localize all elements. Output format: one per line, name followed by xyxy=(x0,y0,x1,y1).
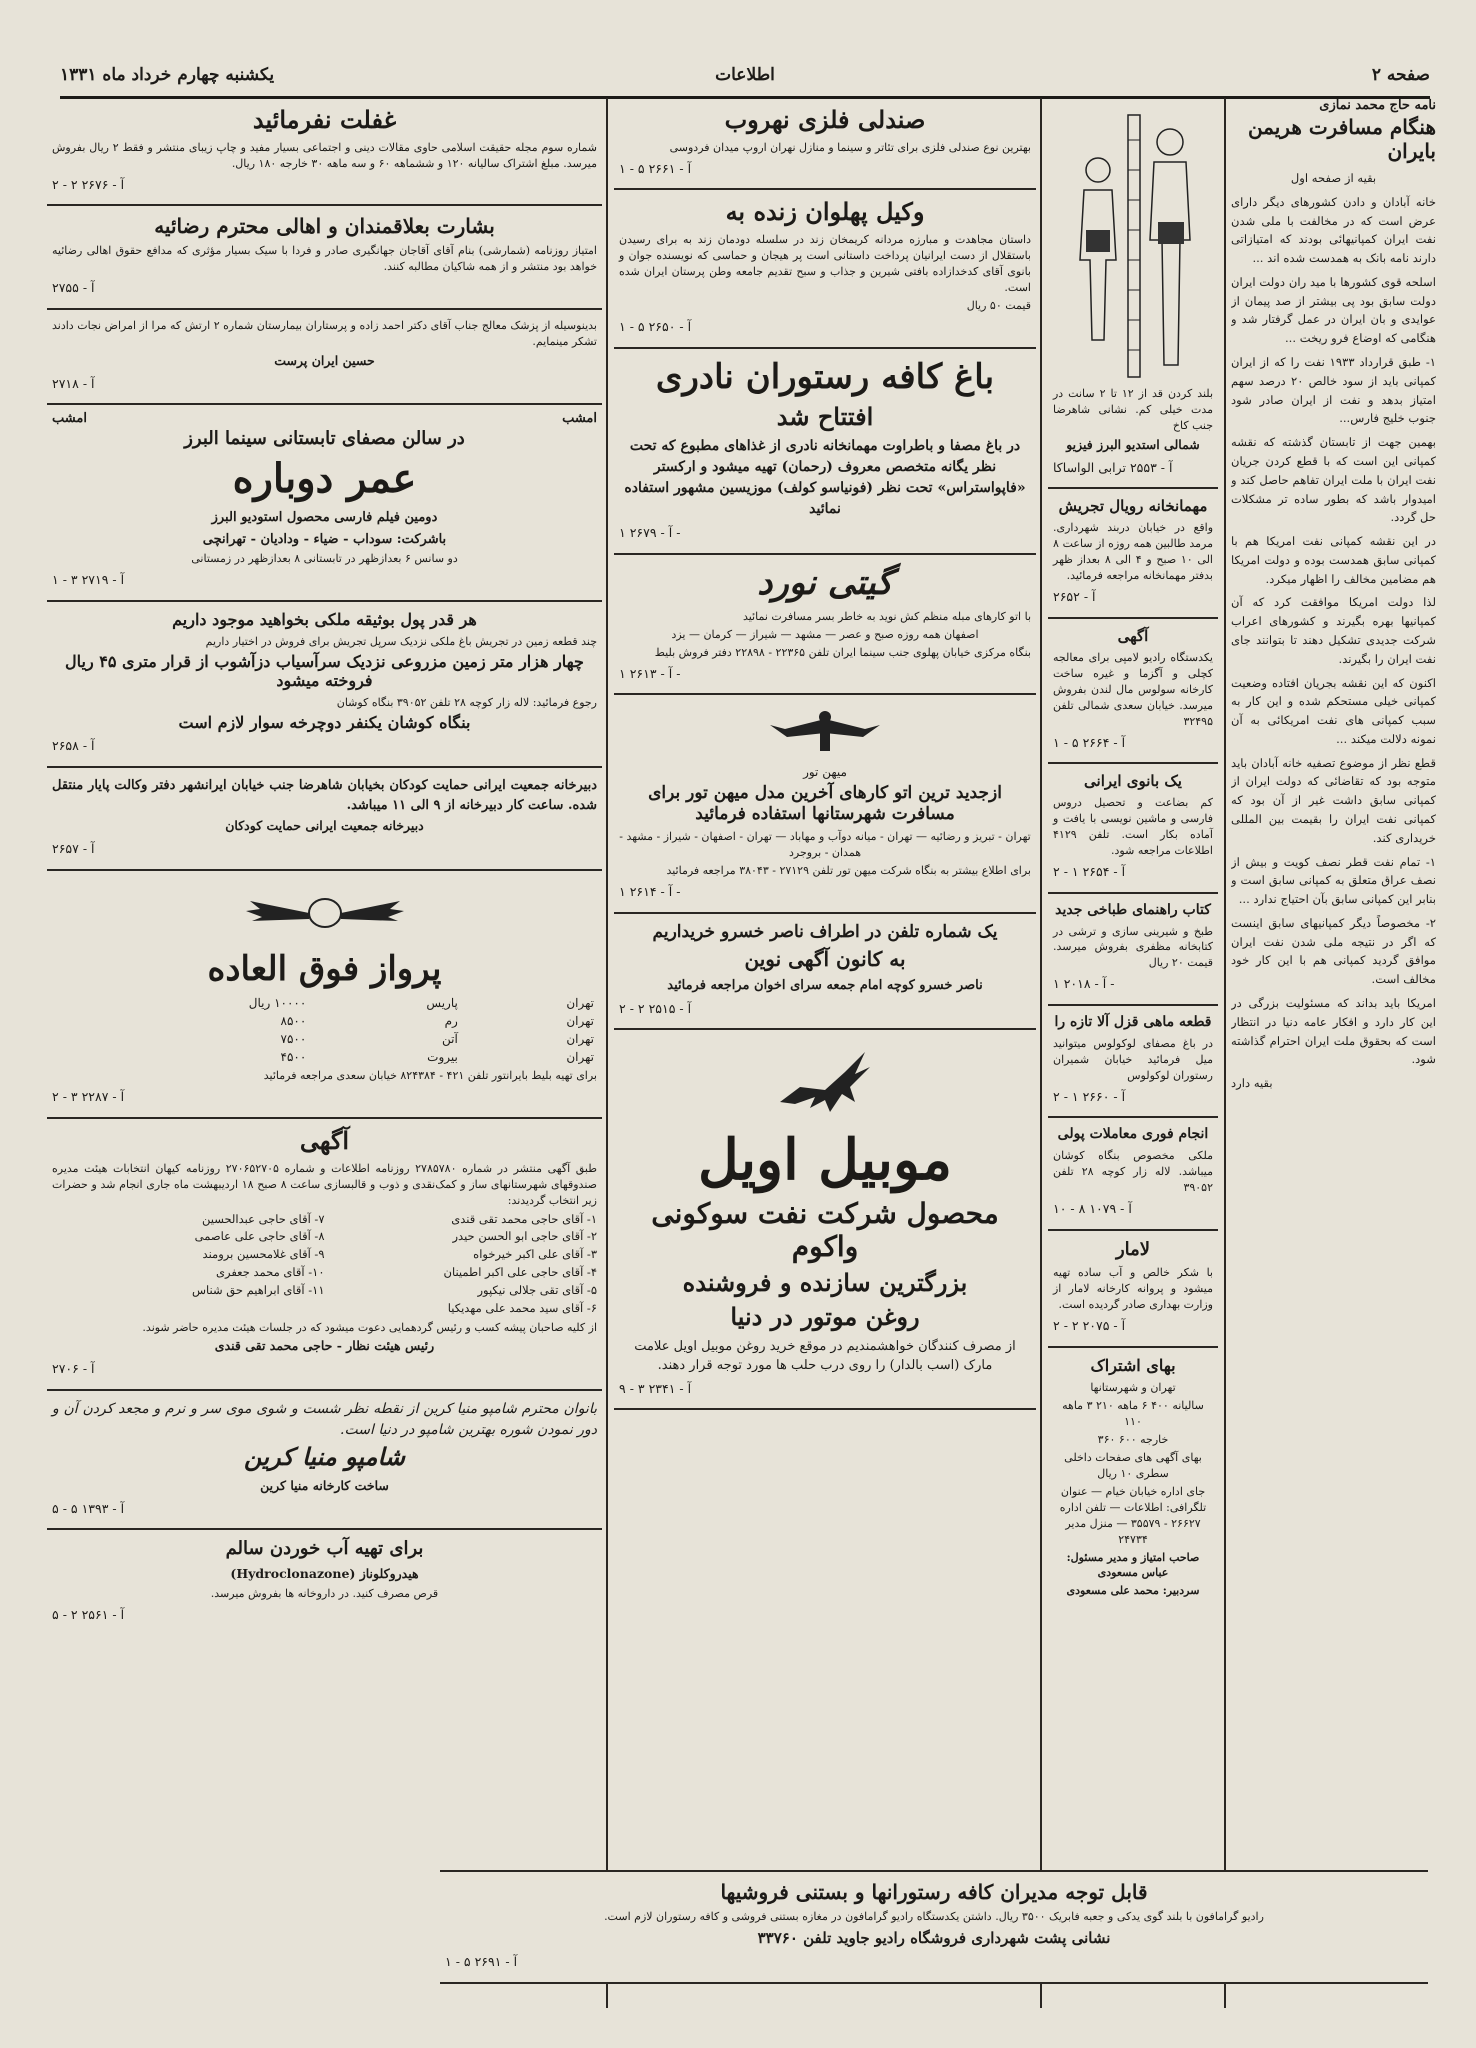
article-paragraph: ۱- تمام نفت قطر نصف کویت و بیش از نصف عراق متعلق به کمپانی سابق است و بنابر این کمپانی سابق بآن احتیاج ندارد ... xyxy=(1231,854,1436,907)
subscription-row: خارجه ۶۰۰ ۳۶۰ xyxy=(1097,1432,1169,1446)
ad-tag: امشب xyxy=(52,411,87,427)
ad-text: کم بضاعت و تحصیل دروس فارسی و ماشین نویسی با یافت و آماده بکار است. تلفن ۴۱۲۹ اطلاعات مراجعه شود. xyxy=(1053,796,1213,858)
ad-text: رادیو گرامافون با بلند گوی یدکی و جعبه فابریک ۳۵۰۰ ریال. داشتن یکدستگاه رادیو گرامافون در مغازه بستنی فروشی و کافه رستوران لازم است. xyxy=(604,1910,1264,1923)
ad-text: دومین فیلم فارسی محصول استودیو البرز xyxy=(211,510,438,526)
article-paragraph: اکنون که این نقشه بجریان افتاده وضعیت کمپانی خیلی مستحکم شده و این کار به سبب کمپانی های نفت امریکائی به آن نمونه دلالت میکند ... xyxy=(1231,675,1436,746)
ad-maker: ساخت کارخانه منیا کرین xyxy=(260,1477,389,1493)
article-kicker: نامه حاج محمد نمازی xyxy=(1319,98,1436,113)
list-item: ۴- آقای حاجی علی اکبر اطمینان xyxy=(443,1265,597,1280)
winged-emblem-icon xyxy=(765,707,885,757)
ad-banu xyxy=(1048,764,1218,894)
ad-text: با اتو کارهای مبله منظم کش نوید به خاطر بسر مسافرت نمائید xyxy=(742,609,1031,623)
ad-title: پرواز فوق العاده xyxy=(207,948,442,989)
ad-radio-bar xyxy=(440,1870,1428,1984)
ad-subtitle: افتتاح شد xyxy=(776,401,874,431)
ad-text: امتیاز روزنامه (شمارشی) بنام آقای آقاجان جهانگیری صادر و فردا با سیک بسیار مؤثری که مدافع حقوق اهالی رضائیه خواهد بود منتشر و از همه شاکیان مطالبه کنند. xyxy=(52,244,597,274)
ad-line: بزرگترین سازنده و فروشنده xyxy=(682,1267,968,1297)
ad-hydroclonazone xyxy=(47,1530,602,1634)
ad-code: آ - ۱۰۷۹ ۸ - ۱۰ xyxy=(1053,1201,1132,1217)
pegasus-logo xyxy=(619,1042,1031,1122)
ad-title: لامار xyxy=(1115,1238,1151,1260)
ad-title: قطعه ماهی قزل آلا تازه را xyxy=(1054,1014,1212,1031)
ad-logo-text: میهن تور xyxy=(803,765,847,780)
ad-code: آ - ۲۷۱۹ ۳ - ۱ xyxy=(52,571,125,587)
list-item: ۵- آقای تقی جلالی نیکپور xyxy=(477,1282,597,1297)
article-paragraph: قطع نظر از موضوع تصفیه خانه آبادان باید متوجه بود که تقاضائی که دولت ایران از کمپانی سابق داشت غیر از آن بود که کمپانی نفت ایران را بقیمت بین المللی خریداری کند. xyxy=(1231,755,1436,845)
ad-title: وکیل پهلوان زنده به xyxy=(725,197,925,227)
ad-text: از مصرف کنندگان خواهشمندیم در موقع خرید روغن موبیل اویل علامت مارک (اسب بالدار) را روی درب حلب ها مورد توجه قرار دهند. xyxy=(634,1338,1016,1374)
ad-line: روغن موتور در دنیا xyxy=(730,1301,920,1331)
ad-hall: در سالن مصفای تابستانی سینما البرز xyxy=(184,428,465,450)
subscription-owner: صاحب امتیاز و مدیر مسئول: عباس مسعودی xyxy=(1066,1550,1200,1580)
ad-agahi-radio xyxy=(1048,619,1218,764)
ad-title: غفلت نفرمائید xyxy=(252,105,397,134)
subscription-title: بهای اشتراک xyxy=(1090,1355,1176,1375)
ad-code: آ - ۲۵۶۱ ۲ - ۵ xyxy=(52,1606,125,1622)
ad-code: آ - ۲۶۱۳ ۱ - xyxy=(619,665,681,681)
ad-title: آگهی xyxy=(299,1126,350,1156)
ad-price: قیمت ۵۰ ریال xyxy=(966,299,1031,313)
list-item: ۷- آقای حاجی عبدالحسین xyxy=(201,1211,325,1226)
subscription-row: بهای آگهی های صفحات داخلی سطری ۱۰ ریال xyxy=(1064,1450,1202,1480)
paper-name: اطلاعات xyxy=(715,65,775,85)
ad-title: بنگاه کوشان یکنفر دوچرخه سوار لازم است xyxy=(178,713,471,733)
ad-text: بانوان محترم شامپو منیا کرین از نقطه نظر شست و شوی موی سر و نرم و مجعد کردن آن و دور نمودن شوره بهترین شامپو در دنیا است. xyxy=(52,1400,597,1438)
ad-fish xyxy=(1048,1006,1218,1118)
ad-title: چهار هزار متر زمین مزروعی نزدیک سرآسیاب دزآشوب از قرار متری ۴۵ ریال فروخته میشود xyxy=(65,651,584,691)
table-row: تهران پاریس ۱۰۰۰۰ ریال xyxy=(248,996,594,1011)
ad-vakil xyxy=(614,190,1036,348)
ad-bongah xyxy=(1048,1118,1218,1230)
ad-title: موبیل اویل xyxy=(698,1127,952,1194)
subscription-address: جای اداره خیابان خیام — عنوان تلگرافی: اطلاعات — تلفن اداره ۲۶۶۲۷ - ۳۵۵۷۹ — منزل مدیر ۲۴۷۳۴ xyxy=(1059,1484,1207,1546)
wings-logo xyxy=(52,883,597,943)
ad-mobil-oil xyxy=(614,1030,1036,1410)
ad-code: آ - ۲۶۵۰ ۵ - ۱ xyxy=(619,318,692,334)
ad-routes: اصفهان همه روزه صبح و عصر — مشهد — شیراز — کرمان — یزد xyxy=(671,627,979,641)
ad-signature: دبیرخانه جمعیت ایرانی حمایت کودکان xyxy=(225,818,424,834)
article-paragraph: در این نقشه کمپانی نفت امریکا هم با کمپانی سابق همدست بوده و دولت امریکا هم مضامین مخالف را اظهار میکرد. xyxy=(1231,534,1436,586)
ad-title: صندلی فلزی نهروب xyxy=(724,105,926,134)
narrow-ad-column xyxy=(1048,98,1218,2008)
ad-code: آ - ۲۷۱۸ xyxy=(52,375,95,391)
ad-code: آ - ۲۰۷۵ ۲ - ۲ xyxy=(1053,1318,1126,1334)
ad-text: شماره سوم مجله حقیقت اسلامی حاوی مقالات دینی و اجتماعی بسیار مفید و چاپ زیبای منتشر و فقط ۲ ریال بفروش میرسد. مبلغ اشتراک سالیانه ۱۲۰ و ششماهه ۶۰ و سه ماهه ۳۰ خارجه ۱۸۰ ریال. xyxy=(52,140,597,170)
page-number: صفحه ۲ xyxy=(1371,65,1430,85)
ad-besharat xyxy=(47,206,602,310)
ad-text: ملکی مخصوص بنگاه کوشان میباشد. لاله زار کوچه ۲۸ تلفن ۳۹۰۵۲ xyxy=(1053,1149,1213,1195)
ad-product: هیدروکلوناز (Hydroclonazone) xyxy=(230,1565,419,1581)
ad-text: در باغ مصفای لوکولوس میتوانید میل فرمائید خیابان شمیران رستوران لوکولوس xyxy=(1053,1036,1213,1082)
subscription-box xyxy=(1048,1348,1218,1609)
ad-code: آ - ۲۲۸۷ ۳ - ۲ xyxy=(52,1089,125,1105)
list-item: ۳- آقای علی اکبر خیرخواه xyxy=(473,1247,597,1262)
ad-text: داستان مجاهدت و مبارزه مردانه کریمخان زند در سلسله دودمان زند به برای رسیدن باستقلال از دست ایرانیان پرداخت داستانی است پر هیجان و حماسی که نویسنده جوان و بانوی آقای کدخدازاده بافتی شیرین و جذاب و سبح تقدیم جامعه وطن پرستان ایران شده است. xyxy=(619,233,1031,295)
mihantour-logo xyxy=(619,707,1031,757)
ad-code: آ - ۲۶۵۲ xyxy=(1053,589,1096,605)
article-continued: بقیه از صفحه اول xyxy=(1290,171,1377,185)
ad-text: رجوع فرمائید: لاله زار کوچه ۲۸ تلفن ۳۹۰۵۲ بنگاه کوشان xyxy=(336,696,597,710)
ad-code: آ - ۲۳۴۱ ۳ - ۹ xyxy=(619,1380,692,1396)
column-rule xyxy=(606,98,608,2008)
ad-routes: تهران - تبریز و رضائیه — تهران - میانه دوآب و مهاباد — تهران - اصفهان - شیراز - مشهد - همدان - بروجرد xyxy=(619,830,1031,860)
ad-title: آگهی xyxy=(1117,626,1149,645)
ad-code: آ - ۲۶۹۱ ۵ - ۱ xyxy=(445,1954,518,1970)
ad-subtitle: به کانون آگهی نوین xyxy=(744,947,906,972)
article-column xyxy=(1231,98,1436,2008)
ad-text: طبخ و شیرینی سازی و ترشی در کتابخانه مظفری بفروش میرسد. قیمت ۲۰ ریال xyxy=(1053,924,1213,970)
article-paragraph: امریکا باید بداند که مسئولیت بزرگی در این کار دارد و افکار عامه دنیا در انتظار است که بحقوق ملت ایران احترام گذاشته شود. xyxy=(1231,996,1436,1067)
article-footer: بقیه دارد xyxy=(1231,1076,1273,1091)
ad-subtitle: محصول شرکت نفت سوکونی واکوم xyxy=(651,1196,999,1264)
ad-text: دبیرخانه جمعیت ایرانی حمایت کودکان بخیابان شاهرضا جنب خیابان ایرانشهر دفتر وکالت پایار منتقل شده. ساعت کار دبیرخانه از ۹ الی ۱۱ میباشد. xyxy=(52,778,597,813)
ad-mihantour xyxy=(614,695,1036,913)
ad-code: آ - ۲۷۰۶ xyxy=(52,1361,95,1377)
ad-shop: شمالی استدیو البرز فیزیو xyxy=(1066,436,1200,452)
ad-text: واقع در خیابان دربند شهرداری. مرمد طالبین همه روزه از ساعت ۸ الی ۱۰ صبح و ۴ الی ۸ بعداز ظهر بدفتر مهمانخانه مراجعه فرمائید. xyxy=(1053,521,1213,583)
table-row: تهران بیروت ۴۵۰۰ xyxy=(280,1050,594,1065)
ad-code: آ - ۲۶۵۸ xyxy=(52,738,95,754)
ad-text: یکدستگاه رادیو لامپی برای معالجه کچلی و آگزما و غیره ساخت کارخانه سولوس مال لندن بفروش میرسد. خیابان سعدی شمالی تلفن ۳۲۴۹۵ xyxy=(1053,650,1213,728)
ad-cinema-alborz xyxy=(47,405,602,601)
subscription-row: تهران و شهرستانها xyxy=(1090,1381,1176,1395)
ad-signature: حسین ایران پرست xyxy=(274,352,375,368)
figure-illustration xyxy=(1053,110,1213,380)
ad-title: عمر دوباره xyxy=(232,455,417,503)
ad-title: بشارت بعلاقمندان و اهالی محترم رضائیه xyxy=(154,214,495,239)
ad-title: ازجدید ترین اتو کارهای آخرین مدل میهن تور برای مسافرت شهرستانها استفاده فرمائید xyxy=(648,783,1002,824)
list-item: ۱- آقای حاجی محمد تقی قندی xyxy=(451,1211,597,1226)
ad-signature: رئیس هیئت نظار - حاجی محمد تقی قندی xyxy=(214,1338,435,1354)
ad-code: آ - ۲۶۵۴ ۱ - ۲ xyxy=(1053,864,1126,879)
article-paragraph: ۲- مخصوصاً دیگر کمپانیهای سابق اینست که اگر در نتیجه ملی شدن نفت ایران موافق گردید کمپانی هم با این کار خود مخالف است. xyxy=(1231,915,1436,987)
height-chart-figures-icon xyxy=(1058,110,1208,380)
ad-title: برای تهیه آب خوردن سالم xyxy=(225,1538,424,1560)
column-rule xyxy=(1224,98,1226,2008)
list-item: ۱۱- آقای ابراهیم حق شناس xyxy=(191,1282,325,1297)
ad-model xyxy=(1048,98,1218,489)
list-item: ۸- آقای حاجی علی عاصمی xyxy=(194,1229,325,1244)
ad-code: آ - ۲۵۱۵ ۲ - ۲ xyxy=(619,1000,692,1016)
ad-code: آ - ۲۵۵۳ ترابی الواساکا xyxy=(1053,459,1173,475)
ad-ghaflat xyxy=(47,98,602,206)
ad-code: آ - ۲۶۷۹ ۱ - xyxy=(619,525,681,541)
pegasus-icon xyxy=(770,1042,880,1122)
ad-agahi-election xyxy=(47,1119,602,1391)
ad-text: برای اطلاع بیشتر به بنگاه شرکت میهن تور تلفن ۲۷۱۲۹ - ۳۸۰۴۳ مراجعه فرمائید xyxy=(666,864,1031,878)
fare-table xyxy=(52,994,597,1066)
name-list xyxy=(52,1211,597,1318)
ad-text: بدینوسیله از پزشک معالج جناب آقای دکتر احمد زاده و پرستاران بیمارستان شماره ۲ ارتش که مرا از امراض نجات دادند تشکر مینمایم. xyxy=(52,319,597,348)
ad-code: آ - ۱۳۹۳ ۵ - ۵ xyxy=(52,1500,125,1516)
ad-title: قابل توجه مدیران کافه رستورانها و بستنی فروشیها xyxy=(720,1880,1148,1904)
ad-naserkhosrow xyxy=(614,914,1036,1031)
ad-lamar xyxy=(1048,1231,1218,1348)
article-paragraph: اسلحه قوی کشورها با مید ران دولت ایران دولت سابق بود پی بیشتر از صد پیمان از عوایدی و بان ایران در عمل گرفتار شد و هنگامی که اوضاع فرو ریخت ... xyxy=(1231,274,1436,346)
list-item: ۶- آقای سید محمد علی مهدیکیا xyxy=(447,1300,597,1315)
ad-jamiat xyxy=(47,768,602,871)
ad-title: کتاب راهنمای طباخی جدید xyxy=(1055,901,1211,918)
ad-code: آ - ۲۰۱۸ ۱ - xyxy=(1053,976,1115,992)
ad-text: بنگاه مرکزی خیابان پهلوی جنب سینما ایران تلفن ۲۲۳۶۵ - ۲۲۸۹۸ دفتر فروش بلیط xyxy=(654,645,1031,659)
article-paragraph: بهمین جهت از تابستان گذشته که نقشه کمپانی این است که با قطع کردن جریان نفت ایران با ملت ایران تفاهم حاصل کند و امیدوار باشد که بطور ساده تر مشکلات حل گردد. xyxy=(1231,435,1436,525)
ad-title: یک بانوی ایرانی xyxy=(1084,772,1182,791)
ad-cast: باشرکت: سوداب - ضیاء - ودادیان - تهرانچی xyxy=(202,531,447,547)
ad-tag: امشب xyxy=(562,411,597,427)
article-paragraph: لذا دولت امریکا موافقت کرد که آن کمپانیها بهره بگیرند و کشورهای اعراب شرکت جدیدی تشکیل دهند تا بتوانند جای نفت ایران را بگیرند. xyxy=(1231,595,1436,666)
classified-column xyxy=(47,98,602,2008)
article-paragraph: ۱- طبق قرارداد ۱۹۳۳ نفت را که از ایران کمپانی باید از سود خالص ۲۰ درصد سهم امتیاز بدهد و نفت از ایران صادر شود جنوب خلیج فارس... xyxy=(1231,355,1436,426)
ad-shampoo xyxy=(47,1391,602,1530)
wide-ad-column xyxy=(614,98,1036,2008)
ad-text: ناصر خسرو کوچه امام جمعه سرای اخوان مراجعه فرمائید xyxy=(667,978,983,994)
ad-code: آ - ۲۶۷۶ ۲ - ۲ xyxy=(52,176,125,192)
ad-text: در باغ مصفا و باطراوت مهمانخانه نادری از غذاهای مطبوع که تحت نظر یگانه متخصص معروف (رحمان) تهیه میشود و ارکستر «فاپواستراس» تحت نظر (فونیاسو کولف) موزیسین مشهور استفاده نمائید xyxy=(624,438,1026,518)
article-paragraph: خانه آبادان و دادن کشورهای دیگر دارای عرض است که در مخالفت با ملی شدن نفت ایران کمپانیهائی بودند که امتیازاتی دارند نامه بانک به همدست شده اند ... xyxy=(1231,194,1436,266)
list-item: ۲- آقای حاجی ابو الحسن حیدر xyxy=(452,1229,597,1244)
ad-text: برای تهیه بلیط بایرانتور تلفن ۴۲۱ - ۸۲۴۳۸۴ خیابان سعدی مراجعه فرمائید xyxy=(263,1069,597,1083)
ad-title: هر قدر پول بوثیقه ملکی بخواهید موجود داریم xyxy=(172,609,477,629)
subscription-row: سالیانه ۴۰۰ ۶ ماهه ۲۱۰ ۳ ماهه ۱۱۰ xyxy=(1062,1399,1204,1429)
table-row: تهران رم ۸۵۰۰ xyxy=(280,1014,594,1029)
ad-code: آ - ۲۶۱۴ ۱ - xyxy=(619,884,681,900)
issue-date: یکشنبه چهارم خرداد ماه ۱۳۳۱ xyxy=(59,65,275,85)
ad-text: بلند کردن قد از ۱۲ تا ۲ سانت در مدت خیلی کم. نشانی شاهرضا جنب کاخ xyxy=(1053,387,1214,432)
ad-pool xyxy=(47,602,602,768)
ad-text: چند قطعه زمین در تجریش باغ ملکی نزدیک سرپل تجریش برای فروش در اختیار داریم xyxy=(205,634,597,648)
ad-text: قرص مصرف کنید. در داروخانه ها بفروش میرسد. xyxy=(210,1586,439,1600)
ad-code: آ - ۲۶۵۷ xyxy=(52,840,95,856)
table-row: تهران آتن ۷۵۰۰ xyxy=(280,1032,594,1047)
ad-flight xyxy=(47,871,602,1119)
list-item: ۹- آقای غلامحسین برومند xyxy=(202,1247,325,1262)
ad-text: طبق آگهی منتشر در شماره ۲۷۸۵۷۸۰ روزنامه اطلاعات و شماره ۲۷۰۶۵۲۷۰۵ روزنامه کیهان انتخابات هیئت مدیره صندوقهای شهرستانهای ساز و کمک‌نقدی و ذوب و قالبسازی ساعت ۸ صبح ۱۸ اردیبهشت ماه جاری انجام شد و حضرات زیر انتخاب گردیدند: xyxy=(52,1161,597,1207)
ad-radio xyxy=(440,1870,1428,1984)
ad-code: آ - ۲۶۶۱ ۵ - ۱ xyxy=(619,160,692,176)
ad-title: مهمانخانه رویال تجریش xyxy=(1058,497,1208,516)
ad-code: آ - ۲۶۶۰ ۱ - ۲ xyxy=(1053,1088,1126,1104)
ad-code: آ - ۲۷۵۵ xyxy=(52,280,95,296)
ad-code: آ - ۲۶۶۴ ۵ - ۱ xyxy=(1053,734,1126,750)
column-rule xyxy=(1040,98,1042,2008)
list-item: ۱۰- آقای محمد جعفری xyxy=(216,1265,325,1280)
ad-text: با شکر خالص و آب ساده تهیه میشود و پروانه کارخانه لامار از وزارت بهداری صادر گردیده است. xyxy=(1053,1266,1213,1312)
ad-tajrish xyxy=(1048,489,1218,619)
masthead xyxy=(60,54,1430,99)
ad-hosein xyxy=(47,310,602,405)
ad-title: گیتی نورد xyxy=(757,563,893,604)
ad-title: شامپو منیا کرین xyxy=(244,1441,405,1471)
ad-time: دو سانس ۶ بعدازظهر در تابستانی ۸ بعدازظهر در زمستانی xyxy=(191,552,458,566)
ad-address: نشانی پشت شهرداری فروشگاه رادیو جاوید تلفن ۳۳۷۶۰ xyxy=(757,1928,1111,1947)
wings-icon xyxy=(240,883,410,943)
ad-sandali xyxy=(614,98,1036,190)
article-title: هنگام مسافرت هریمن بایران xyxy=(1247,115,1436,163)
ad-text: از کلیه صاحبان پیشه کسب و رئیس گردهمایی دعوت میشود که در جلسات هیئت مدیره حاضر شوند. xyxy=(142,1320,597,1334)
ad-title: باغ کافه رستوران نادری xyxy=(655,356,995,397)
ad-text: بهترین نوع صندلی فلزی برای تئاتر و سینما و منازل نهران اروپ میدان فردوسی xyxy=(669,140,1031,154)
ad-title: یک شماره تلفن در اطراف ناصر خسرو خریداریم xyxy=(652,921,998,942)
ad-book xyxy=(1048,894,1218,1006)
subscription-editor: سردبیر: محمد علی مسعودی xyxy=(1066,1584,1200,1598)
ad-title: انجام فوری معاملات پولی xyxy=(1057,1126,1209,1143)
ad-giti-navard xyxy=(614,555,1036,695)
ad-cafe-naderi xyxy=(614,349,1036,555)
